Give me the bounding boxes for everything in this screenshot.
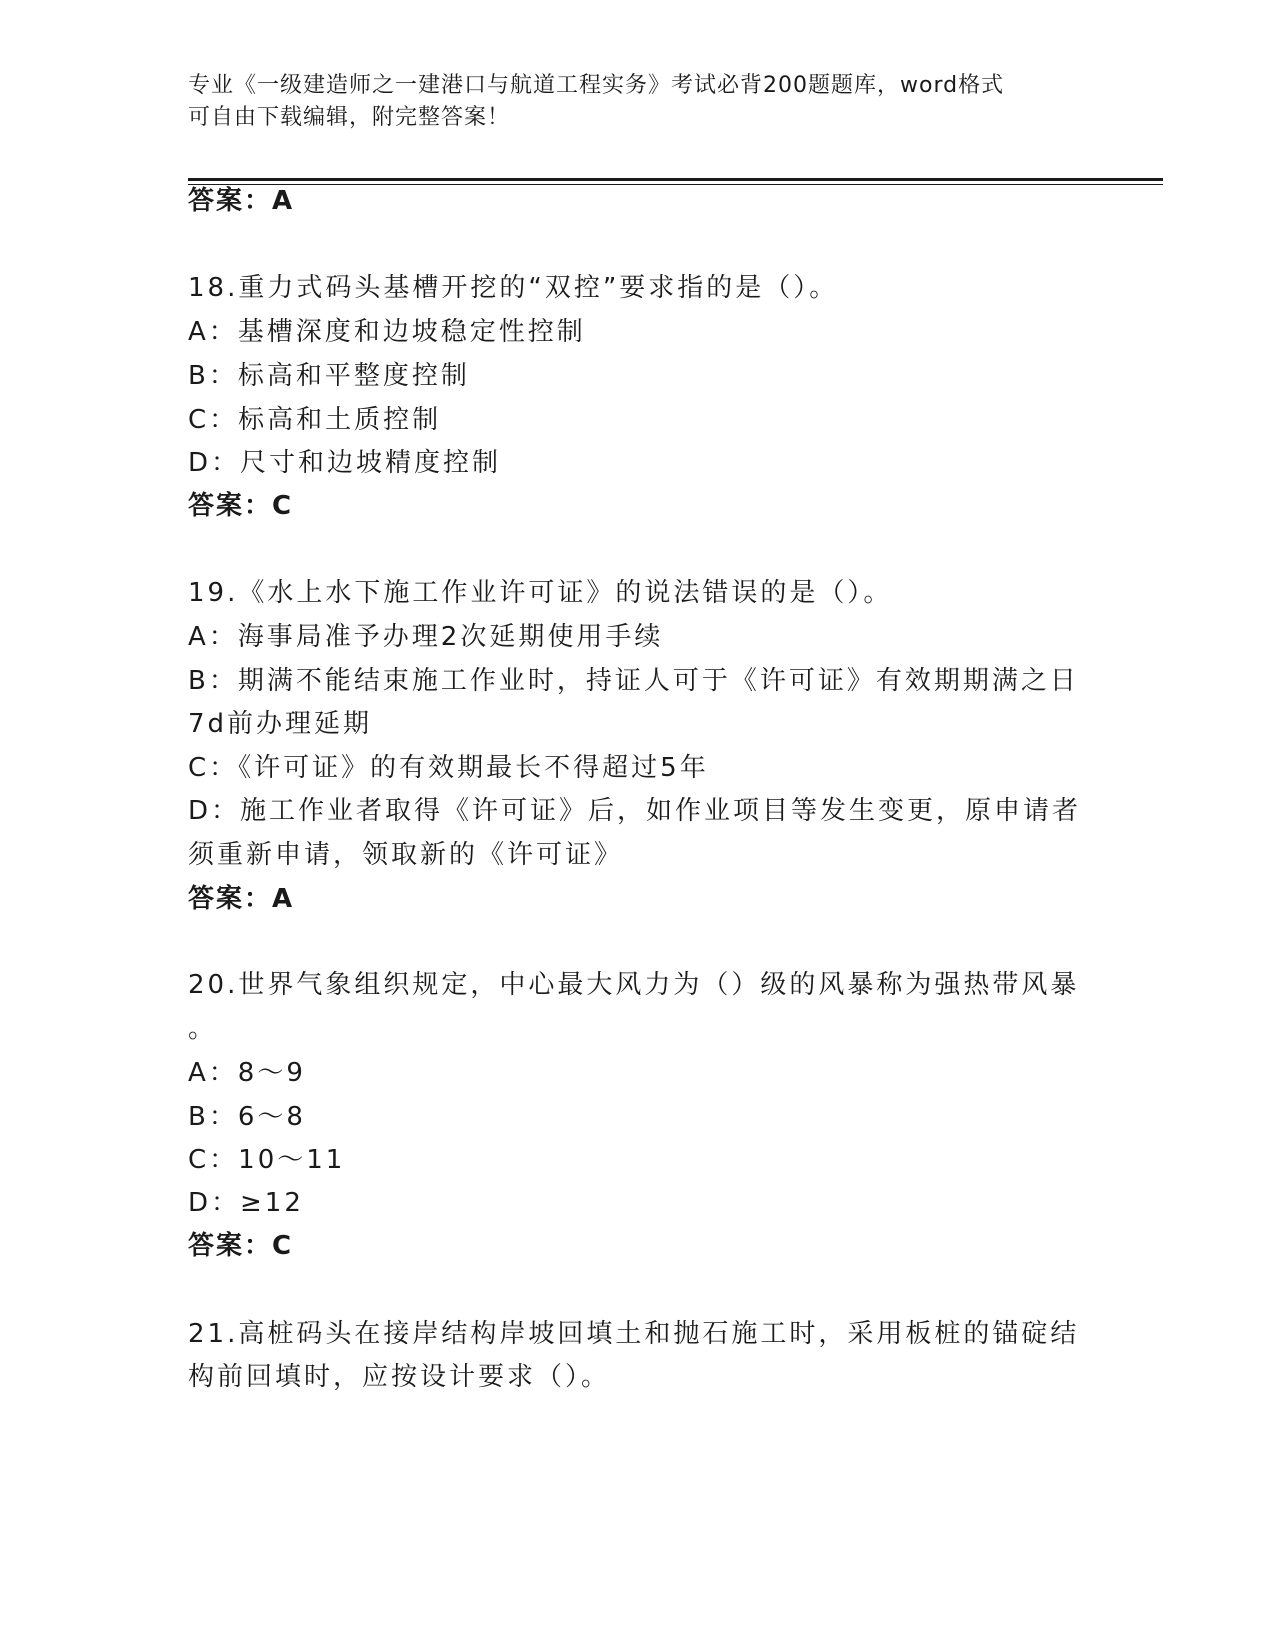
question-20-stem: 20.世界气象组织规定，中心最大风力为（）级的风暴称为强热带风暴 bbox=[188, 970, 1080, 1000]
header-divider-thin bbox=[188, 184, 1163, 185]
header-line-1: 专业《一级建造师之一建港口与航道工程实务》考试必背200题题库，word格式 bbox=[188, 73, 1005, 98]
question-19-option-d: D：施工作业者取得《许可证》后，如作业项目等发生变更，原申请者 bbox=[188, 796, 1082, 826]
question-18-option-d: D：尺寸和边坡精度控制 bbox=[188, 448, 502, 478]
question-19-option-c: C：《许可证》的有效期最长不得超过5年 bbox=[188, 753, 709, 783]
question-18-option-a: A：基槽深度和边坡稳定性控制 bbox=[188, 317, 586, 347]
question-18-stem: 18.重力式码头基槽开挖的“双控”要求指的是（）。 bbox=[188, 273, 839, 303]
question-20-stem-cont: 。 bbox=[188, 1014, 218, 1044]
question-20-option-b: B：6～8 bbox=[188, 1102, 306, 1132]
question-18-option-b: B：标高和平整度控制 bbox=[188, 361, 470, 391]
answer-20: 答案：C bbox=[188, 1231, 294, 1261]
question-19-option-a: A：海事局准予办理2次延期使用手续 bbox=[188, 622, 664, 652]
question-20-option-c: C：10～11 bbox=[188, 1145, 346, 1175]
answer-19: 答案：A bbox=[188, 884, 295, 914]
header-divider-thick bbox=[188, 178, 1163, 181]
question-21-stem-cont: 构前回填时，应按设计要求（）。 bbox=[188, 1362, 611, 1392]
answer-18: 答案：C bbox=[188, 491, 294, 521]
question-20-option-a: A：8～9 bbox=[188, 1058, 306, 1088]
question-18-option-c: C：标高和土质控制 bbox=[188, 405, 442, 435]
answer-17: 答案：A bbox=[188, 186, 295, 216]
question-20-option-d: D：≥12 bbox=[188, 1188, 304, 1218]
question-19-option-b: B：期满不能结束施工作业时，持证人可于《许可证》有效期期满之日 bbox=[188, 666, 1079, 696]
question-21-stem: 21.高桩码头在接岸结构岸坡回填土和抛石施工时，采用板桩的锚碇结 bbox=[188, 1319, 1080, 1349]
question-19-option-d-cont: 须重新申请，领取新的《许可证》 bbox=[188, 840, 624, 870]
header-line-2: 可自由下载编辑，附完整答案！ bbox=[188, 105, 511, 130]
question-19-stem: 19.《水上水下施工作业许可证》的说法错误的是（）。 bbox=[188, 578, 893, 608]
question-19-option-b-cont: 7d前办理延期 bbox=[188, 709, 373, 739]
